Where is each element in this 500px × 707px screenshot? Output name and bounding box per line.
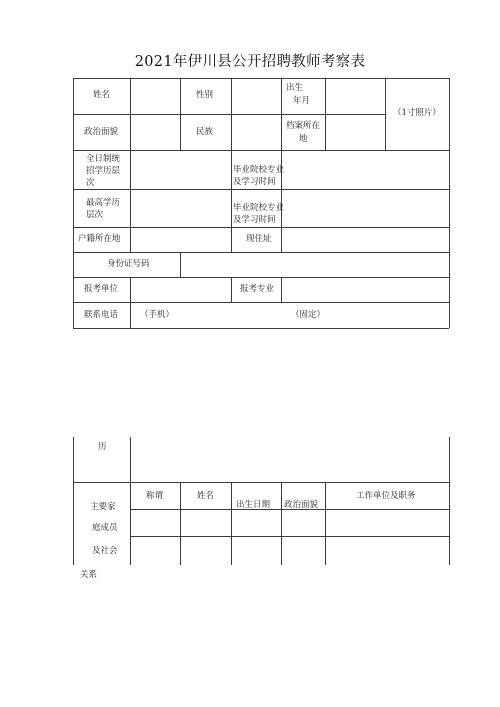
- photo-slot[interactable]: [386, 79, 448, 149]
- family-row2-relation[interactable]: [131, 537, 179, 564]
- birth-label-line1: 出生: [286, 83, 304, 93]
- graduate-school2-input[interactable]: [282, 190, 448, 226]
- family-row2-work[interactable]: [326, 537, 448, 564]
- political-status-label: 政治面貌: [84, 127, 119, 137]
- family-row2-political[interactable]: [282, 537, 324, 564]
- name-label: 姓名: [93, 90, 111, 100]
- landline-input[interactable]: [330, 303, 448, 327]
- graduate-school-input[interactable]: [282, 151, 448, 188]
- family-row1-work[interactable]: [326, 510, 448, 535]
- applied-unit-label: 报考单位: [84, 284, 119, 294]
- graduate-school-label-line2: 及学习时间: [233, 177, 276, 187]
- family-label-line3: 及社会: [92, 546, 118, 556]
- current-address-label: 现住址: [246, 234, 272, 244]
- id-number-label: 身份证号码: [107, 259, 150, 269]
- hukou-input[interactable]: [131, 228, 230, 251]
- hukou-label: 户籍所在地: [78, 234, 121, 244]
- page-title: 2021年伊川县公开招聘教师考察表: [134, 54, 366, 70]
- birth-label-line2: 年月: [293, 96, 311, 106]
- current-address-input[interactable]: [282, 228, 448, 251]
- highest-education-input[interactable]: [131, 190, 230, 226]
- resume-label-tail: 历: [98, 442, 107, 452]
- col-work-unit: 工作单位及职务: [356, 491, 416, 501]
- fulltime-education-label-line2: 招学历层: [86, 166, 121, 176]
- family-row2-birth[interactable]: [232, 537, 280, 564]
- family-row1-name[interactable]: [181, 510, 230, 535]
- highest-education-label-line1: 最高学历: [86, 198, 121, 208]
- highest-education-label-line2: 层次: [86, 210, 104, 220]
- ethnicity-input[interactable]: [232, 115, 280, 149]
- graduate-school-label-line1: 毕业院校专业: [233, 165, 285, 175]
- family-label-line1: 主要家: [90, 502, 116, 512]
- family-label-line2: 庭成员: [92, 523, 118, 533]
- col-relation: 称谓: [146, 491, 164, 501]
- col-birth-date: 出生日期: [236, 500, 271, 510]
- fulltime-education-input[interactable]: [131, 151, 230, 188]
- graduate-school2-label-line1: 毕业院校专业: [233, 203, 285, 213]
- gender-input[interactable]: [232, 79, 280, 113]
- family-row1-political[interactable]: [282, 510, 324, 535]
- mobile-input[interactable]: [180, 303, 280, 327]
- family-row2-name[interactable]: [181, 537, 230, 564]
- col-name: 姓名: [197, 491, 215, 501]
- political-status-input[interactable]: [131, 115, 179, 149]
- archive-location-label-line1: 档案所在: [286, 121, 321, 131]
- contact-phone-label: 联系电话: [84, 310, 119, 320]
- applied-major-label: 报考专业: [240, 284, 275, 294]
- fulltime-education-label-line1: 全日制统: [86, 154, 121, 164]
- col-political-status: 政治面貌: [284, 500, 319, 510]
- gender-label: 性别: [196, 90, 214, 100]
- applied-major-input[interactable]: [282, 278, 448, 301]
- resume-input[interactable]: [131, 438, 448, 481]
- family-row1-relation[interactable]: [131, 510, 179, 535]
- photo-placeholder: （1寸照片）: [393, 108, 441, 118]
- family-row1-birth[interactable]: [232, 510, 280, 535]
- name-input[interactable]: [131, 79, 179, 113]
- family-label-line4: 关系: [80, 570, 98, 580]
- archive-location-label-line2: 地: [299, 134, 308, 144]
- graduate-school2-label-line2: 及学习时间: [233, 215, 276, 225]
- landline-label: （固定）: [291, 310, 326, 320]
- id-number-input[interactable]: [181, 253, 448, 276]
- ethnicity-label: 民族: [196, 127, 214, 137]
- mobile-label: （手机）: [140, 310, 175, 320]
- applied-unit-input[interactable]: [131, 278, 230, 301]
- fulltime-education-label-line3: 次: [86, 178, 95, 188]
- archive-location-input[interactable]: [326, 115, 384, 149]
- birth-date-input[interactable]: [326, 79, 384, 113]
